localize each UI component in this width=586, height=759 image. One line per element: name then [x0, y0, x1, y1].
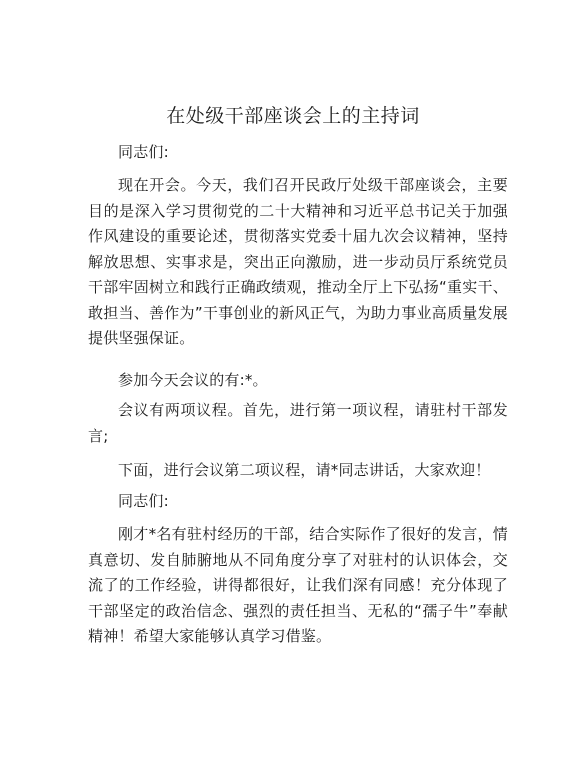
paragraph-agenda-second: 下面，进行会议第二项议程，请*同志讲话，大家欢迎！ — [118, 461, 491, 479]
paragraph-agenda-first: 会议有两项议程。首先，进行第一项议程，请驻村干部发言; — [88, 401, 508, 445]
paragraph-attendees: 参加今天会议的有:*。 — [118, 371, 268, 389]
salutation-1: 同志们: — [118, 143, 169, 161]
salutation-2: 同志们: — [118, 492, 169, 510]
paragraph-closing: 刚才*名有驻村经历的干部，结合实际作了很好的发言，情真意切、发自肺腑地从不同角度分享了对驻村的认识体会，交流了的工作经验，讲得都很好，让我们深有同感！充分体现了干部坚定的政治信念、强烈的责任担当、无私的“孺子牛”奉献精神！希望大家能够认真学习借鉴。 — [88, 525, 508, 645]
document-title: 在处级干部座谈会上的主持词 — [166, 105, 420, 127]
paragraph-opening: 现在开会。今天，我们召开民政厅处级干部座谈会，主要目的是深入学习贯彻党的二十大精神和习近平总书记关于加强作风建设的重要论述，贯彻落实党委十届九次会议精神，坚持解放思想、实事求是，突出正向激励，进一步动员厅系统党员干部牢固树立和践行正确政绩观，推动全厅上下弘扬“重实干、敢担当、善作为”干事创业的新风正气，为助力事业高质量发展提供坚强保证。 — [88, 176, 508, 347]
